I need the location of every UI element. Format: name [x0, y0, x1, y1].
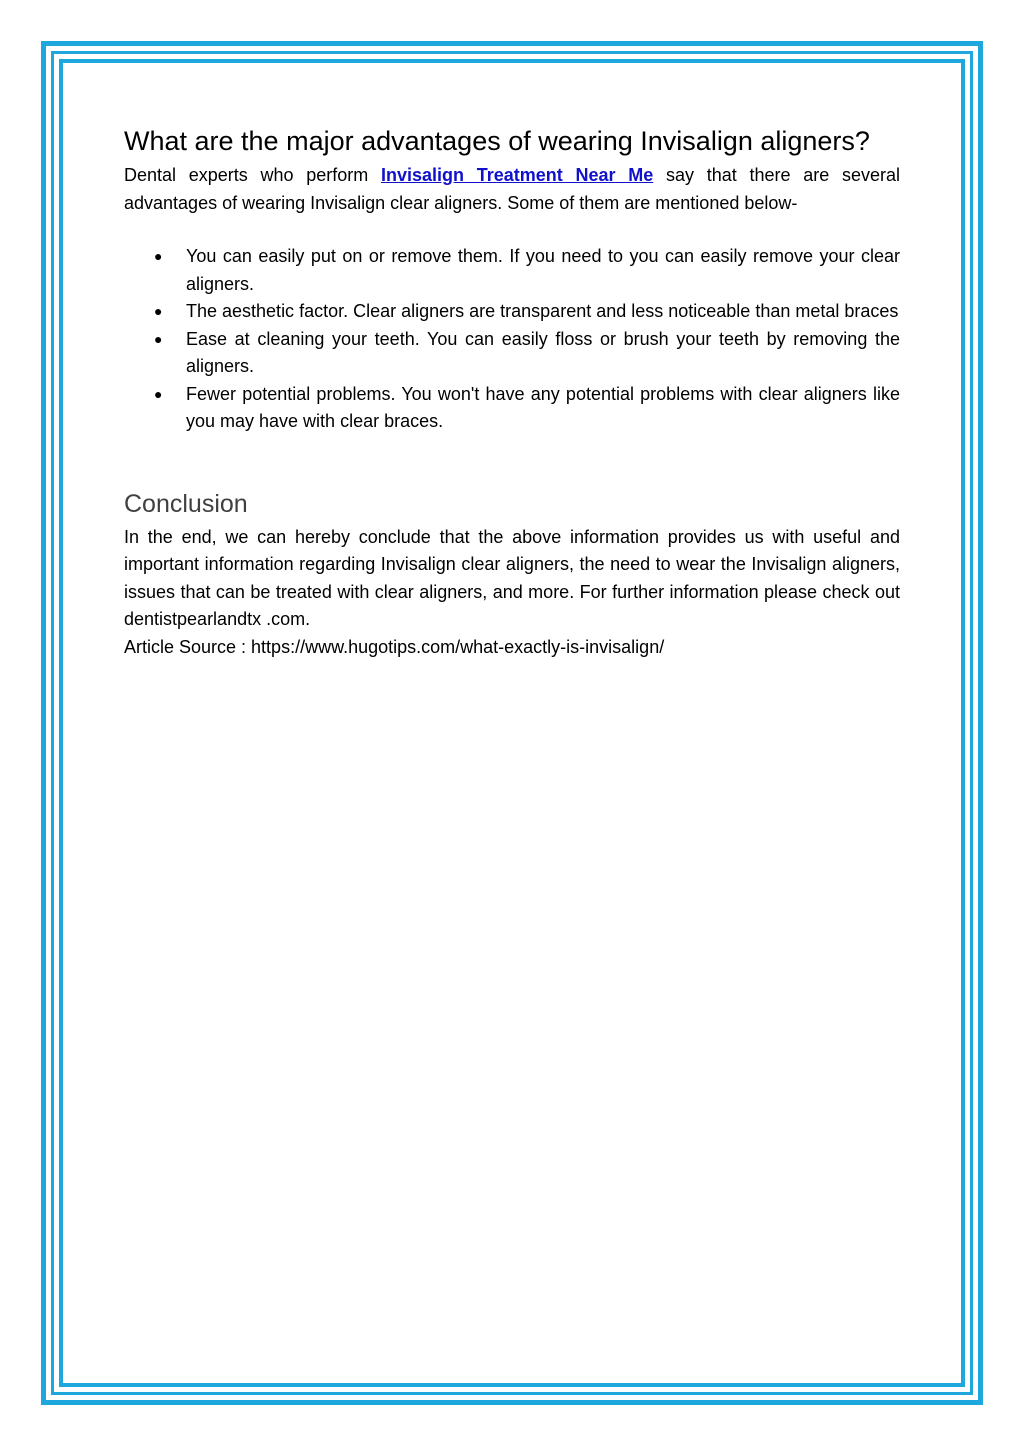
conclusion-heading: Conclusion — [124, 489, 248, 518]
article-source: Article Source : https://www.hugotips.com/what-exactly-is-invisalign/ — [124, 636, 665, 657]
intro-paragraph — [124, 162, 900, 217]
list-item-text: The aesthetic factor. Clear aligners are transparent and less noticeable than metal braces — [186, 301, 899, 321]
list-item-text: You can easily put on or remove them. If you need to you can easily remove your clear aligners. — [186, 246, 900, 294]
list-item-text: Fewer potential problems. You won't have any potential problems with clear aligners like you may have with clear braces. — [186, 383, 900, 431]
conclusion-paragraph: In the end, we can hereby conclude that the above information provides us with useful and important information regarding Invisalign clear aligners, the need to wear the Invisalign aligners, issues that can be treated with clear aligners, and more. For further information please check out dentistpearlandtx .com. — [124, 526, 900, 629]
bullet-icon: ● — [154, 303, 163, 319]
list-item — [124, 298, 900, 326]
bullet-icon: ● — [154, 248, 163, 264]
intro-text-start: Dental experts who perform — [124, 165, 381, 185]
list-item — [124, 326, 900, 381]
bullet-icon: ● — [154, 330, 163, 347]
advantages-list — [124, 243, 900, 436]
list-item — [124, 381, 900, 436]
document-title: What are the major advantages of wearing Invisalign aligners? — [124, 126, 870, 156]
bullet-icon: ● — [154, 385, 163, 402]
list-item-text: Ease at cleaning your teeth. You can easily floss or brush your teeth by removing the aligners. — [186, 328, 900, 376]
intro-text-end: say that there are several advantages of wearing Invisalign clear aligners. Some of them are mentioned below- — [124, 165, 900, 213]
invisalign-treatment-link[interactable]: Invisalign Treatment Near Me — [381, 165, 654, 185]
document-content — [124, 120, 900, 661]
list-item — [124, 243, 900, 298]
